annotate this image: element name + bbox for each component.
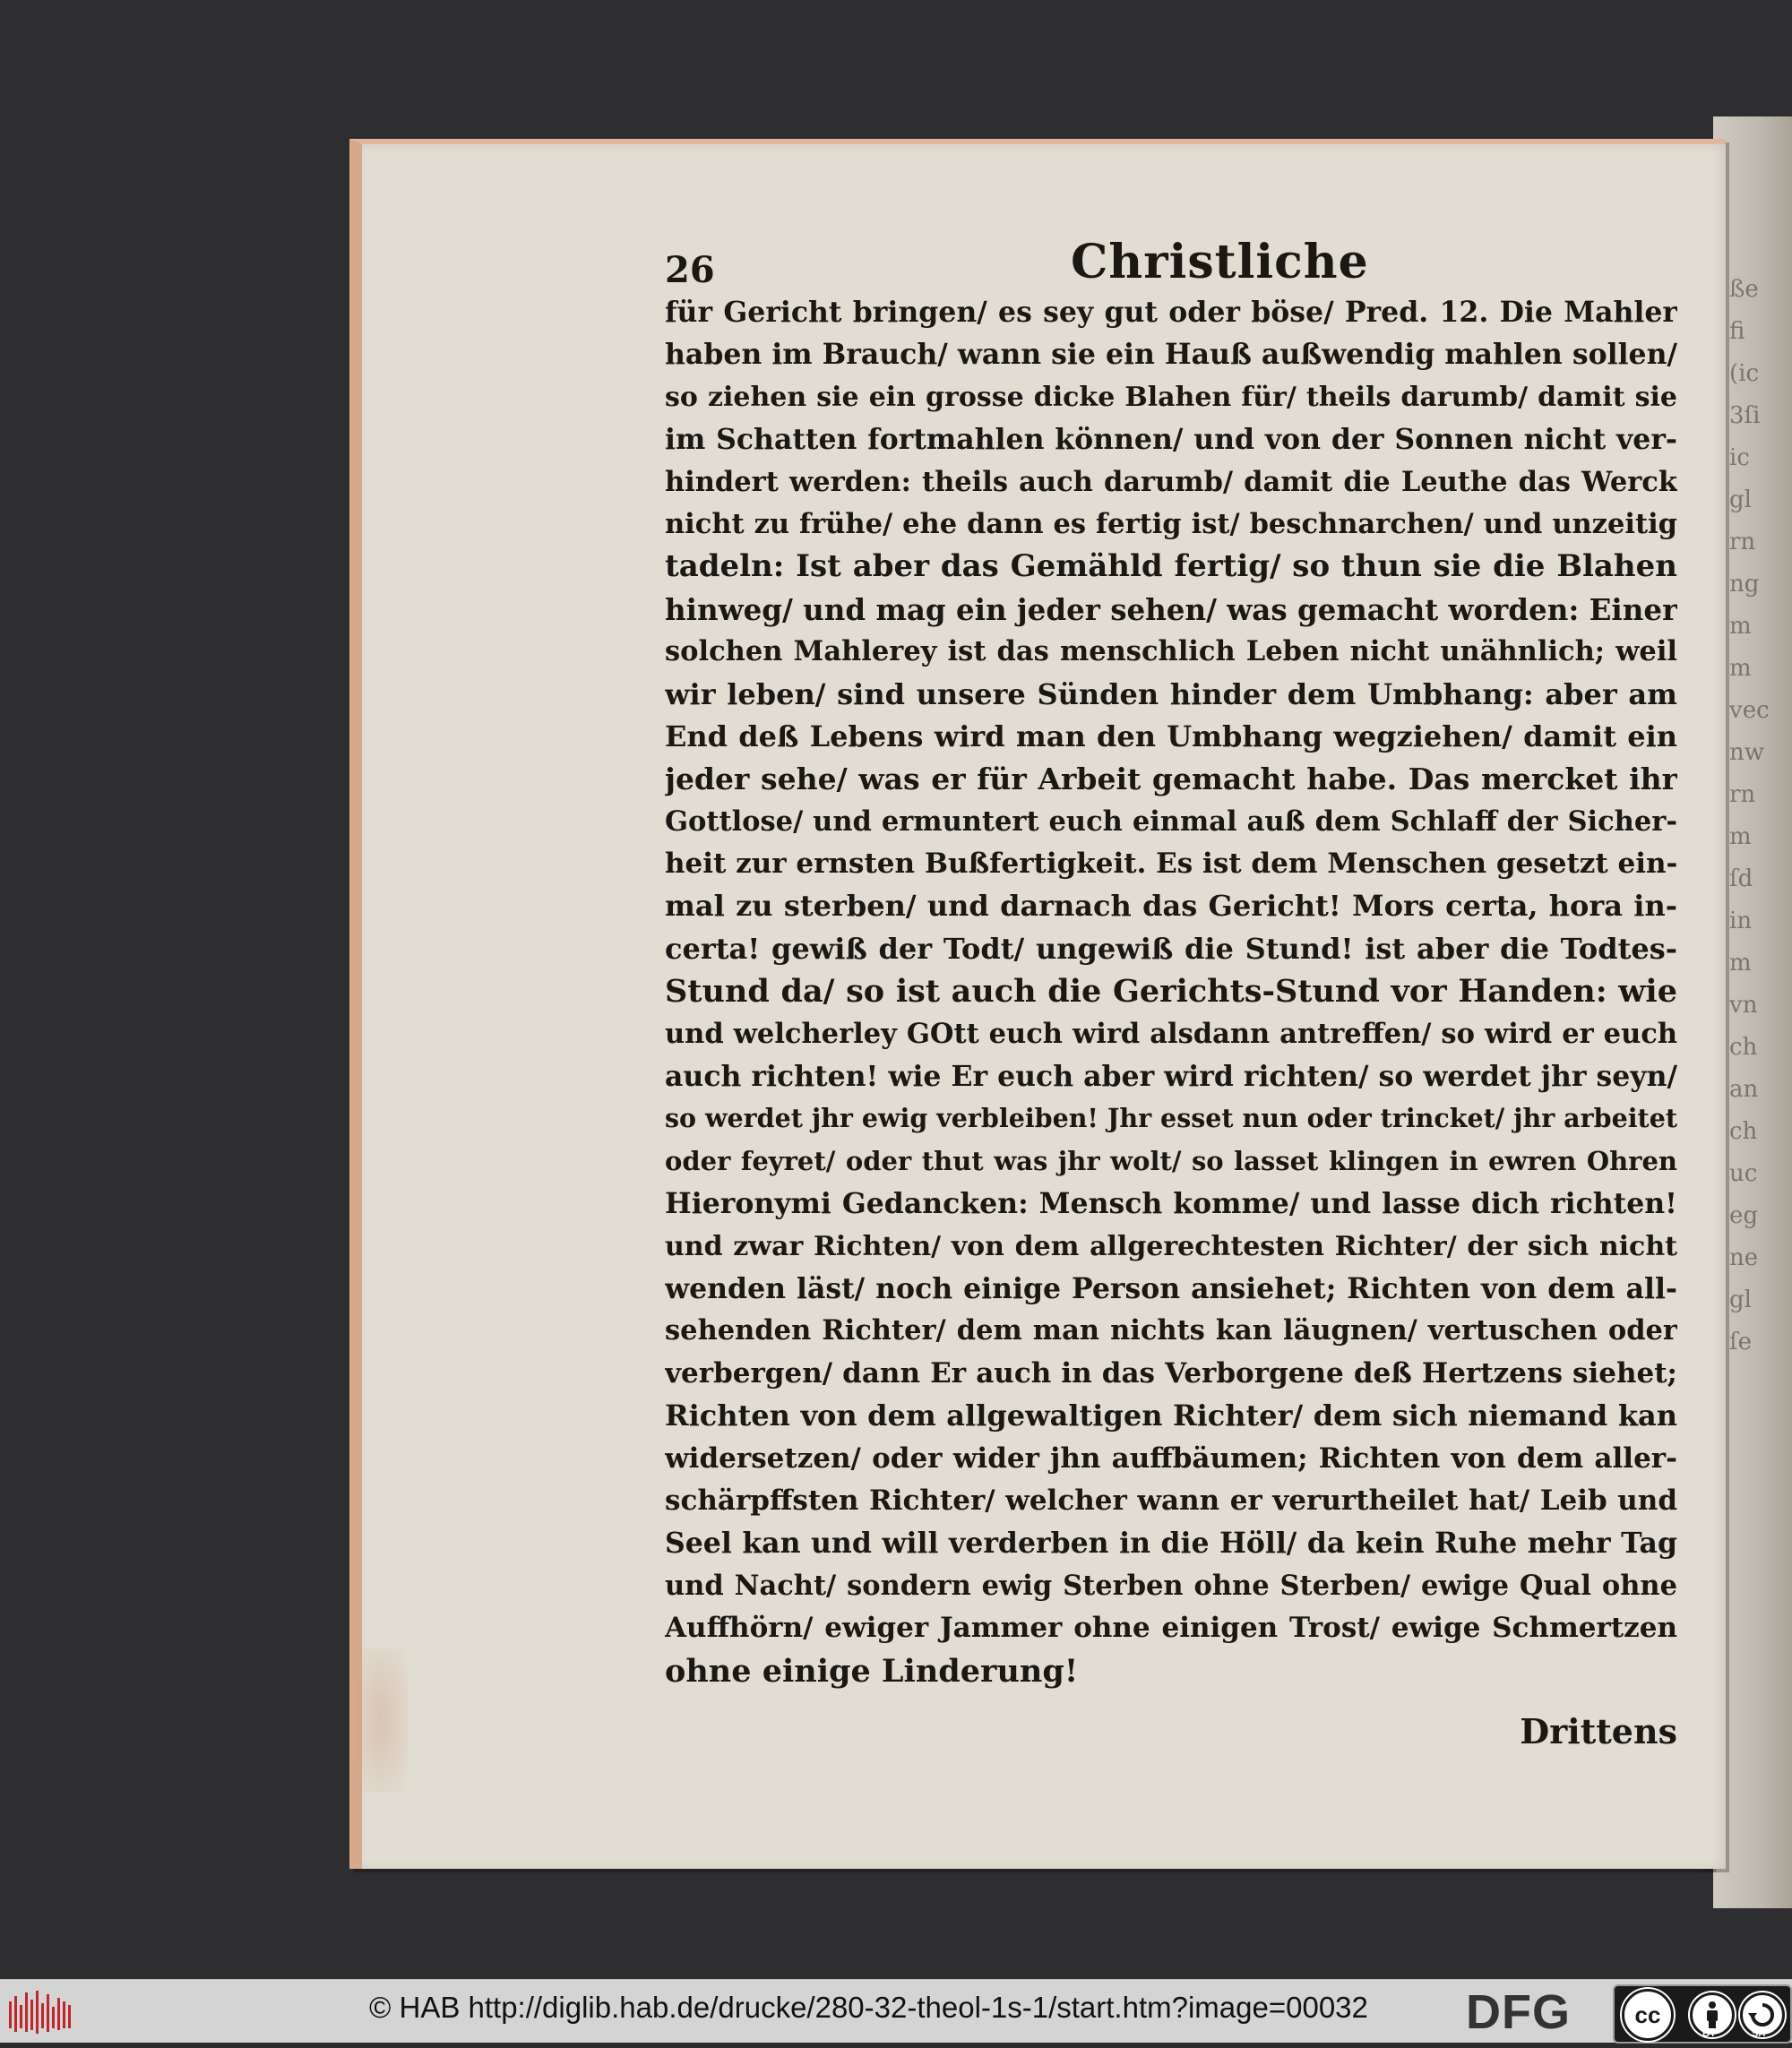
text-line: jeder sehe/ was er für Arbeit gemacht habe. Das mercket ihr bbox=[665, 762, 1677, 797]
text-line: ohne einige Linderung! bbox=[665, 1652, 1079, 1690]
text-line: und zwar Richten/ von dem allgerechtesten Richter/ der sich nicht bbox=[665, 1230, 1677, 1262]
by-label: BY bbox=[1702, 2028, 1717, 2039]
text-line: End deß Lebens wird man den Umbhang wegziehen/ damit ein bbox=[665, 719, 1677, 753]
sa-label: SA bbox=[1752, 2028, 1766, 2039]
text-line: sehenden Richter/ dem man nichts kan läugnen/ vertuschen oder bbox=[665, 1314, 1677, 1347]
text-line: Auffhörn/ ewiger Jammer ohne einigen Trost/ ewige Schmertzen bbox=[665, 1612, 1677, 1645]
text-line: widersetzen/ oder wider jhn auffbäumen; Richten von dem aller- bbox=[665, 1441, 1677, 1475]
text-line: im Schatten fortmahlen können/ und von der Sonnen nicht ver- bbox=[665, 423, 1677, 457]
running-title: Christliche bbox=[1071, 235, 1369, 289]
text-line: Hieronymi Gedancken: Mensch komme/ und lasse dich richten! bbox=[665, 1187, 1677, 1221]
text-line: certa! gewiß der Todt/ ungewiß die Stund! ist aber die Todtes- bbox=[665, 931, 1677, 966]
page-header bbox=[665, 235, 1677, 297]
catchword: Drittens bbox=[1520, 1711, 1677, 1751]
text-line: wir leben/ sind unsere Sünden hinder dem Umbhang: aber am bbox=[665, 676, 1677, 711]
text-line: wenden läst/ noch einige Person ansiehet; Richten von dem all- bbox=[665, 1271, 1677, 1305]
text-line: Richten von dem allgewaltigen Richter/ dem sich niemand kan bbox=[665, 1398, 1677, 1433]
text-line: heit zur ernsten Bußfertigkeit. Es ist dem Menschen gesetzt ein- bbox=[665, 848, 1677, 881]
cc-license-badge[interactable] bbox=[1613, 1984, 1792, 2044]
page-number: 26 bbox=[665, 249, 715, 291]
text-line: oder feyret/ oder thut was jhr wolt/ so lasset klingen in ewren Ohren bbox=[665, 1145, 1677, 1176]
body-text bbox=[665, 291, 1677, 1692]
text-line: für Gericht bringen/ es sey gut oder böse/ Pred. 12. Die Mahler bbox=[665, 296, 1677, 329]
text-line: Seel kan und will verderben in die Höll/ da kein Ruhe mehr Tag bbox=[665, 1527, 1677, 1561]
text-line: hinweg/ und mag ein jeder sehen/ was gemacht worden: Einer bbox=[665, 591, 1677, 627]
text-line: so ziehen sie ein grosse dicke Blahen für/ theils darumb/ damit sie bbox=[665, 381, 1677, 413]
text-line: auch richten! wie Er euch aber wird richten/ so werdet jhr seyn/ bbox=[665, 1060, 1677, 1094]
text-line: solchen Mahlerey ist das menschlich Leben nicht unähnlich; weil bbox=[665, 635, 1677, 668]
text-line: mal zu sterben/ und darnach das Gericht! Mors certa, hora in- bbox=[665, 889, 1677, 924]
text-line: nicht zu frühe/ ehe dann es fertig ist/ beschnarchen/ und unzeitig bbox=[665, 507, 1677, 540]
text-line: haben im Brauch/ wann sie ein Hauß außwendig mahlen sollen/ bbox=[665, 338, 1677, 372]
dfg-logo[interactable]: DFG bbox=[1466, 1985, 1571, 2039]
text-line: hindert werden: theils auch darumb/ damit die Leuthe das Werck bbox=[665, 465, 1677, 498]
text-line: tadeln: Ist aber das Gemähld fertig/ so thun sie die Blahen bbox=[665, 548, 1677, 585]
text-line: verbergen/ dann Er auch in das Verborgene deß Hertzens siehet; bbox=[665, 1356, 1677, 1390]
adjacent-page-bleed-text: ße fi (ic 3ſi ic gl rn ng m m vec nw rn m ſd in m vn ch an ch uc eg ne gl ſe bbox=[1729, 276, 1770, 1355]
hab-logo-icon[interactable] bbox=[7, 1989, 75, 2035]
text-line: Gottlose/ und ermuntert euch einmal auß dem Schlaff der Sicher- bbox=[665, 805, 1677, 838]
copyright-link[interactable]: © HAB http://diglib.hab.de/drucke/280-32-theol-1s-1/start.htm?image=00032 bbox=[369, 1991, 1368, 2024]
text-line: schärpffsten Richter/ welcher wann er verurtheilet hat/ Leib und bbox=[665, 1484, 1677, 1517]
text-line: und Nacht/ sondern ewig Sterben ohne Sterben/ ewige Qual ohne bbox=[665, 1569, 1677, 1602]
cc-icon: cc bbox=[1622, 1989, 1674, 2041]
paper-stain bbox=[354, 1648, 408, 1792]
text-line: so werdet jhr ewig verbleiben! Jhr esset nun oder trincket/ jhr arbeitet bbox=[665, 1103, 1677, 1134]
footer-bar bbox=[0, 1979, 1792, 2043]
text-line: und welcherley GOtt euch wird alsdann antreffen/ so wird er euch bbox=[665, 1017, 1677, 1050]
text-line: Stund da/ so ist auch die Gerichts-Stund vor Handen: wie bbox=[665, 973, 1677, 1011]
